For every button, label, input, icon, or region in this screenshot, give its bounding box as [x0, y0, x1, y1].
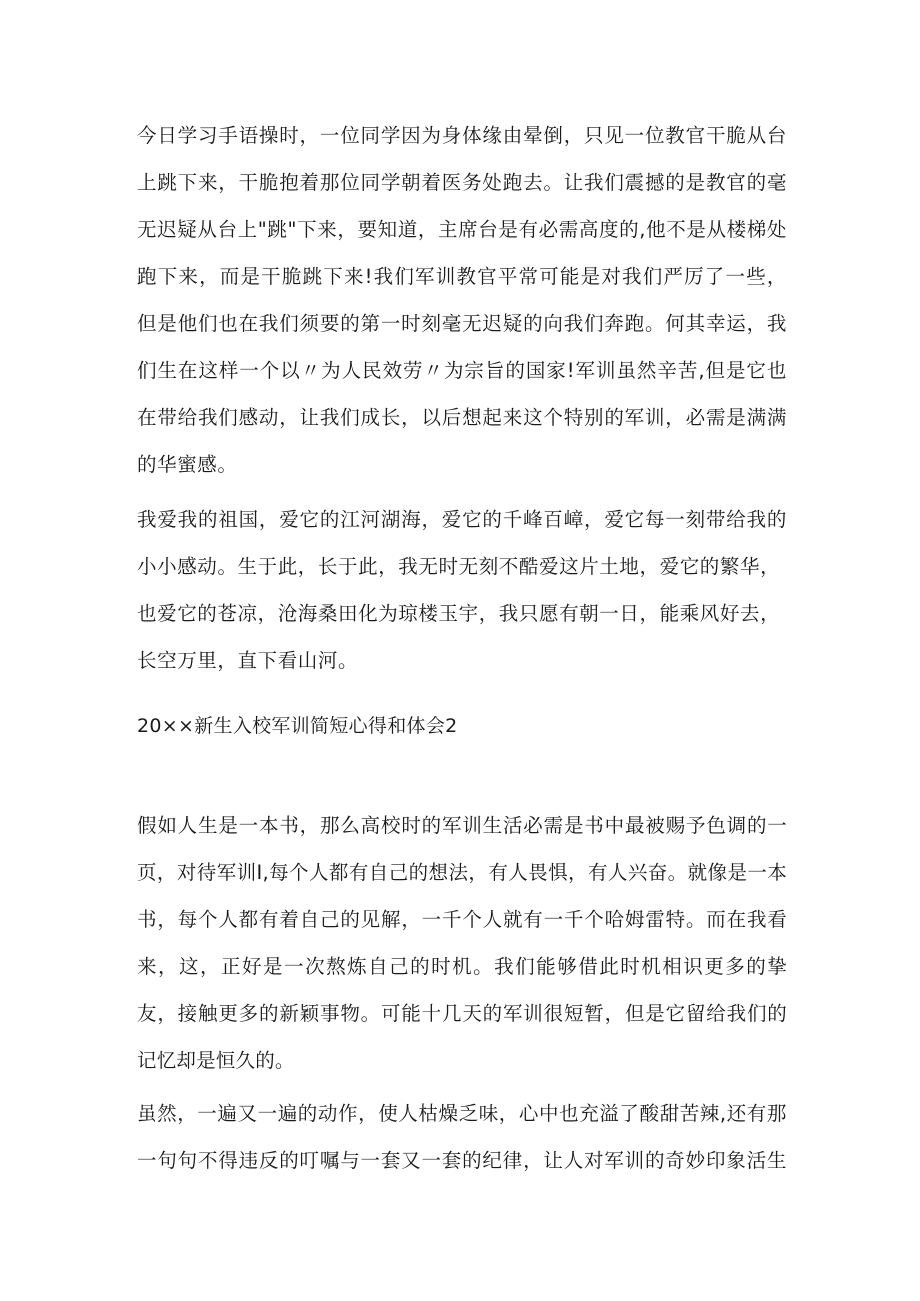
paragraph-line: 小小感动。生于此，长于此，我无时无刻不酷爱这片土地，爱它的繁华，: [137, 555, 781, 578]
paragraph-2: [137, 496, 787, 684]
paragraph-3: [137, 802, 787, 1084]
paragraph-line: 长空万里，直下看山河。: [137, 649, 359, 672]
paragraph-text: 今日学习手语操时，一位同学因为身体缘由晕倒，只见一位教官干脆从台上跳下来，干脆抱着那位同学朝着医务处跑去。让我们震撼的是教官的毫无迟疑从台上"跳"下来，要知道，主席台是有必需高度的,他不是从楼梯处跑下来，而是干脆跳下来!我们军训教官平常可能是对我们严厉了一些，但是他们也在我们须要的第一时刻毫无迟疑的向我们奔跑。何其幸运，我们生在这样一个以〃为人民效劳〃为宗旨的国家!军训虽然辛苦,但是它也在带给我们感动，让我们成长，以后想起来这个特别的军训，必需是满满的华蜜感。: [137, 124, 787, 476]
section-heading: 20××新生入校军训简短心得和体会2: [137, 715, 458, 737]
paragraph-line: 我爱我的祖国，爱它的江河湖海，爱它的千峰百嶂，爱它每一刻带给我的: [137, 508, 787, 531]
paragraph-text: 虽然，一遍又一遍的动作，使人枯燥乏味，心中也充溢了酸甜苦辣,还有那一句句不得违反的叮嘱与一套又一套的纪律，让人对军训的奇妙印象活生: [137, 1102, 787, 1172]
paragraph-line: 也爱它的苍凉，沧海桑田化为琼楼玉宇，我只愿有朝一日，能乘风好去，: [137, 602, 781, 625]
paragraph-4: [137, 1090, 787, 1184]
paragraph-1: [137, 112, 787, 488]
paragraph-text: 假如人生是一本书，那么高校时的军训生活必需是书中最被赐予色调的一页，对待军训I,每个人都有自己的想法，有人畏惧，有人兴奋。就像是一本书，每个人都有着自己的见解，一千个人就有一千个哈姆雷特。而在我看来，这，正好是一次熬炼自己的时机。我们能够借此时机相识更多的挚友，接触更多的新颖事物。可能十几天的军训很短暂，但是它留给我们的记忆却是恒久的。: [137, 814, 787, 1072]
